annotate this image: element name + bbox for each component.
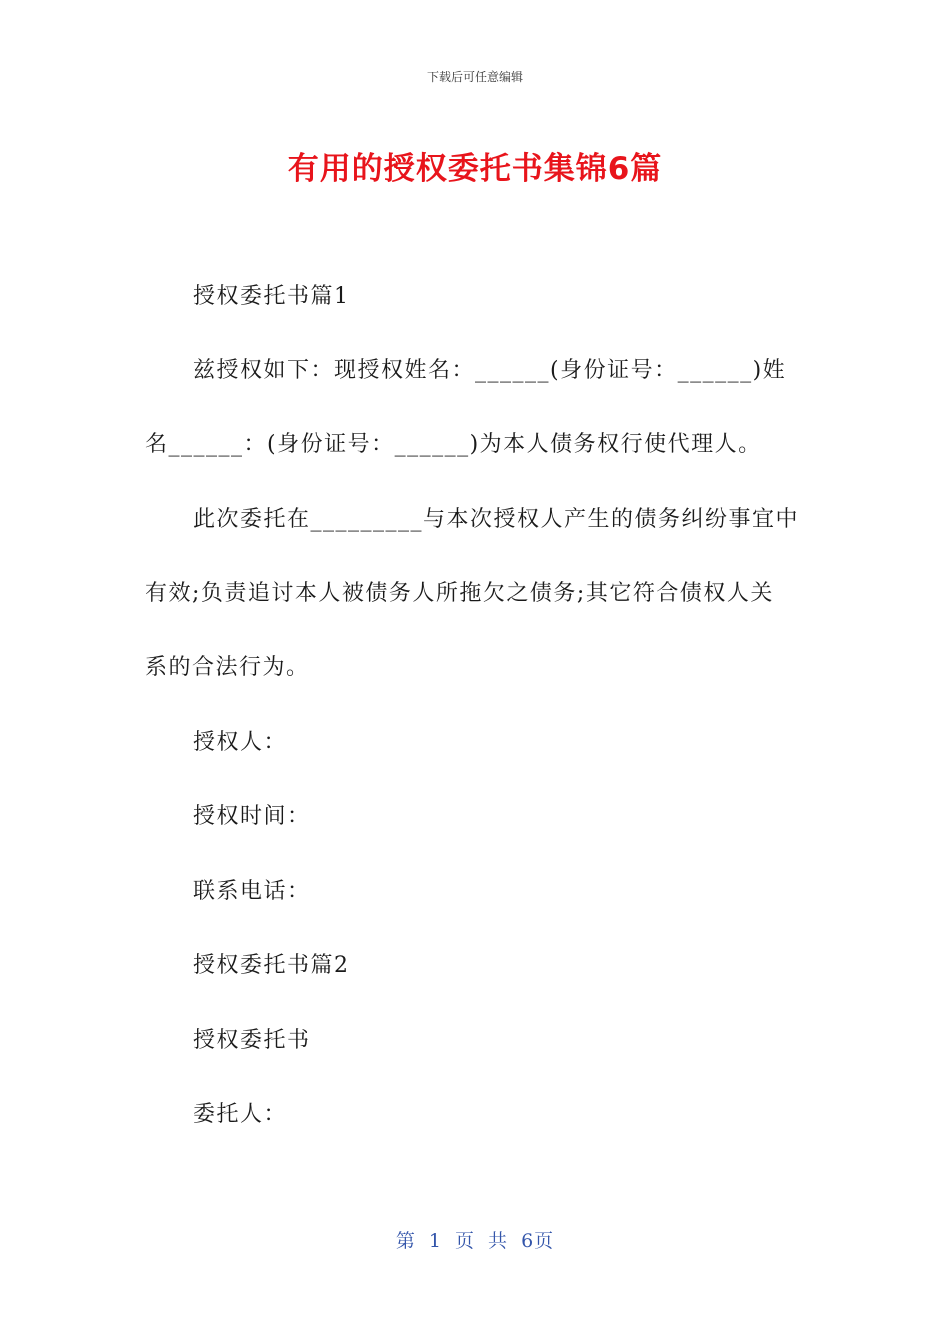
- section-heading-2: 授权委托书篇2: [193, 953, 350, 978]
- paragraph-line: 兹授权如下：现授权姓名：______(身份证号：______)姓: [193, 358, 787, 383]
- section-heading-1: 授权委托书篇1: [193, 284, 350, 309]
- paragraph-line: 有效;负责追讨本人被债务人所拖欠之债务;其它符合债权人关: [145, 581, 774, 606]
- page-number-footer: 第 1 页 共 6页: [395, 1230, 555, 1252]
- principal-field: 委托人：: [193, 1102, 288, 1127]
- contact-phone-field: 联系电话：: [193, 879, 311, 904]
- paragraph-line: 系的合法行为。: [145, 655, 310, 680]
- paragraph-line: 此次委托在_________与本次授权人产生的债务纠纷事宜中: [193, 507, 800, 532]
- paragraph-line: 名______：(身份证号：______)为本人债务权行使代理人。: [145, 432, 762, 457]
- header-note: 下载后可任意编辑: [426, 70, 523, 84]
- authorizer-field: 授权人：: [193, 730, 288, 755]
- subheading: 授权委托书: [193, 1028, 311, 1053]
- document-title: 有用的授权委托书集锦6篇: [287, 151, 663, 187]
- authorization-time-field: 授权时间：: [193, 804, 311, 829]
